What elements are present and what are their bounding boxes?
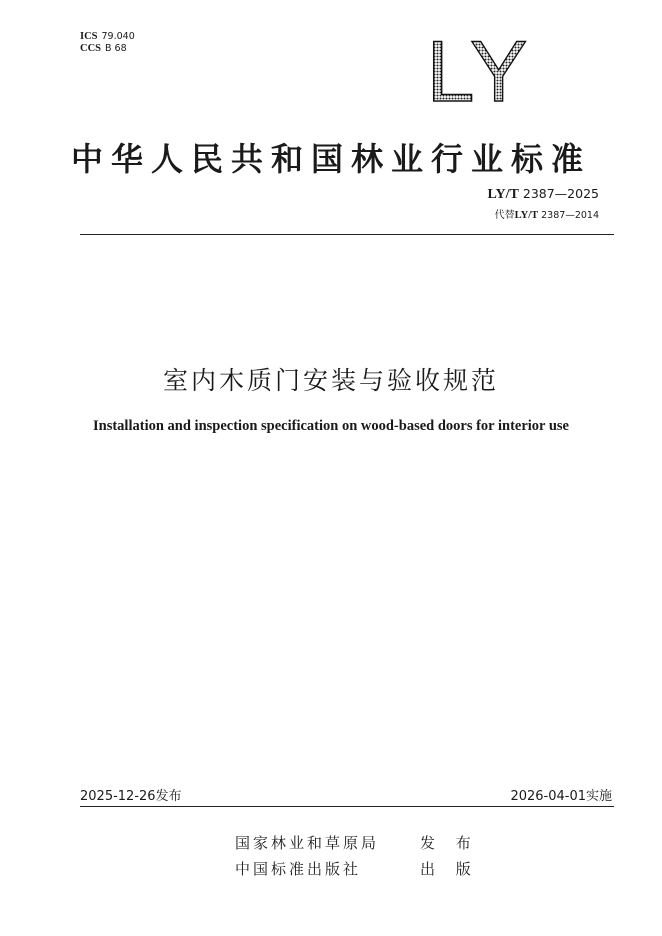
standard-number-block (487, 186, 599, 221)
ly-logo-text: LY (426, 28, 530, 108)
top-divider (80, 234, 614, 235)
ccs-row (80, 43, 135, 55)
replaces-prefix: LY/T (514, 210, 539, 221)
document-title-cn: 室内木质门安装与验收规范 (162, 366, 499, 395)
issuer-action: 出 版 (420, 860, 479, 878)
ics-label: ICS (80, 31, 98, 42)
issuer-action: 发 布 (420, 834, 479, 852)
document-title-en: Installation and inspection specification on wood-based doors for interior use (93, 418, 569, 434)
replaces-standard (487, 206, 599, 221)
issuer-name: 中国标准出版社 (235, 860, 362, 878)
effective-date: 2026-04-01实施 (510, 789, 612, 804)
ics-row (80, 31, 135, 43)
ics-value: 79.040 (101, 31, 135, 42)
issuers (235, 830, 479, 882)
ccs-label: CCS (80, 43, 102, 54)
ccs-value: B 68 (105, 43, 127, 54)
issuer-name: 国家林业和草原局 (235, 834, 380, 852)
replaces-number: 2387—2014 (541, 210, 599, 221)
bottom-divider (80, 806, 614, 807)
classification-codes (80, 31, 135, 55)
issuer-row (235, 830, 479, 856)
replaces-label: 代替 (494, 210, 515, 221)
issuer-row (235, 856, 479, 882)
standard-number-value: 2387—2025 (522, 186, 599, 201)
publish-date: 2025-12-26发布 (80, 789, 182, 804)
standard-number (487, 186, 599, 203)
ly-logo (418, 28, 538, 108)
organization-title: 中华人民共和国林业行业标准 (70, 140, 591, 178)
standard-prefix: LY/T (487, 187, 519, 202)
